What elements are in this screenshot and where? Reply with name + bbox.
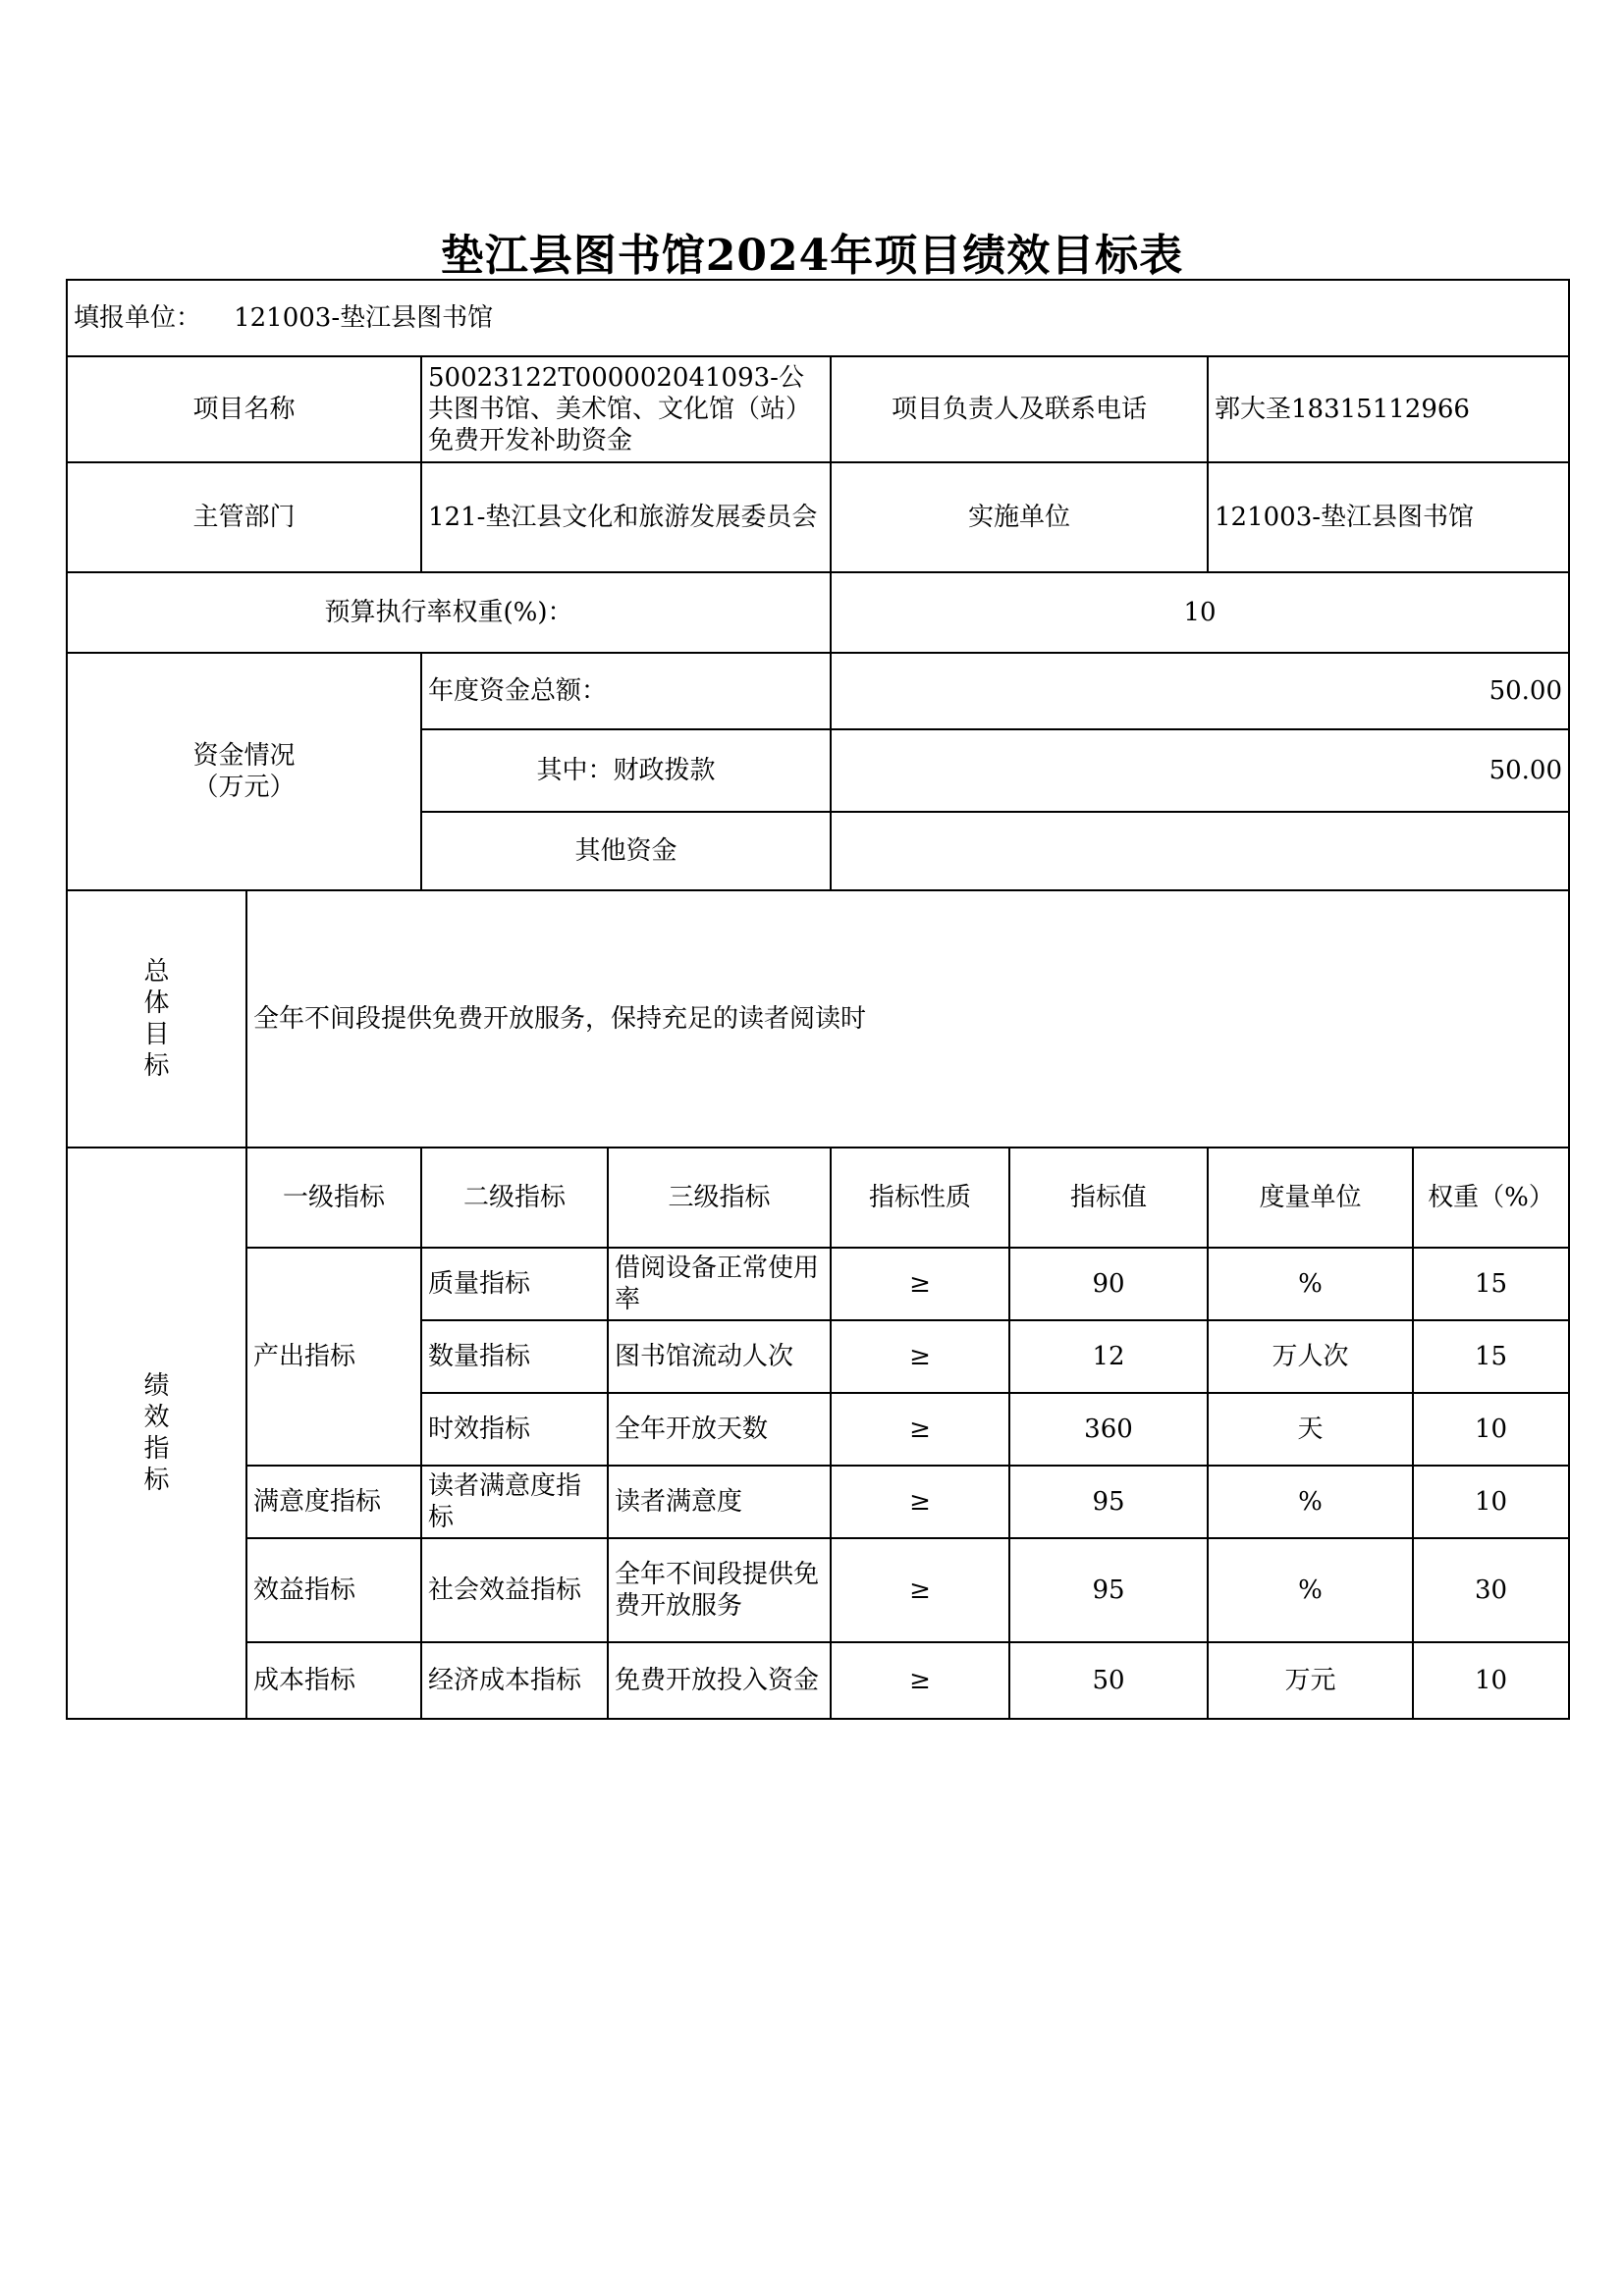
funds-other-label: 其他资金 — [421, 812, 831, 890]
department-label: 主管部门 — [67, 462, 421, 572]
row-level3: 图书馆流动人次 — [608, 1320, 831, 1393]
filing-unit-label: 填报单位： — [74, 303, 202, 333]
project-contact-label: 项目负责人及联系电话 — [831, 356, 1208, 462]
impl-unit-value: 121003-垫江县图书馆 — [1208, 462, 1569, 572]
group-cost: 成本指标 — [246, 1642, 421, 1719]
row-level3: 免费开放投入资金 — [608, 1642, 831, 1719]
department-value: 121-垫江县文化和旅游发展委员会 — [421, 462, 831, 572]
impl-unit-label: 实施单位 — [831, 462, 1208, 572]
row-unit: % — [1208, 1248, 1413, 1320]
row-value: 95 — [1009, 1538, 1208, 1642]
performance-label-char: 绩 — [143, 1371, 170, 1401]
row-level2: 质量指标 — [421, 1248, 608, 1320]
budget-rate-value: 10 — [831, 572, 1569, 653]
row-value: 50 — [1009, 1642, 1208, 1719]
row-level2: 经济成本指标 — [421, 1642, 608, 1719]
group-benefit: 效益指标 — [246, 1538, 421, 1642]
row-level2: 时效指标 — [421, 1393, 608, 1466]
header-level1: 一级指标 — [246, 1148, 421, 1248]
row-level2: 社会效益指标 — [421, 1538, 608, 1642]
funds-fiscal-value: 50.00 — [831, 729, 1569, 812]
goal-label-char: 总 — [143, 957, 170, 987]
funds-label-line2: （万元） — [192, 773, 296, 802]
performance-target-table — [66, 279, 1570, 1720]
filing-unit-value: 121003-垫江县图书馆 — [234, 303, 494, 333]
table-row — [67, 1642, 1569, 1719]
row-unit: 天 — [1208, 1393, 1413, 1466]
header-level3: 三级指标 — [608, 1148, 831, 1248]
row-weight: 10 — [1413, 1642, 1569, 1719]
row-nature: ≥ — [831, 1642, 1009, 1719]
row-level3: 借阅设备正常使用率 — [608, 1248, 831, 1320]
row-unit: 万元 — [1208, 1642, 1413, 1719]
funds-total-label: 年度资金总额： — [421, 653, 831, 729]
row-weight: 30 — [1413, 1538, 1569, 1642]
goal-label-char: 标 — [143, 1051, 170, 1081]
row-level2: 读者满意度指标 — [421, 1466, 608, 1538]
header-level2: 二级指标 — [421, 1148, 608, 1248]
row-value: 360 — [1009, 1393, 1208, 1466]
table-row — [67, 1466, 1569, 1538]
header-unit: 度量单位 — [1208, 1148, 1413, 1248]
goal-label-char: 体 — [143, 988, 170, 1018]
row-weight: 15 — [1413, 1248, 1569, 1320]
performance-label — [67, 1148, 246, 1719]
row-nature: ≥ — [831, 1538, 1009, 1642]
row-value: 90 — [1009, 1248, 1208, 1320]
table-row — [67, 1538, 1569, 1642]
row-value: 12 — [1009, 1320, 1208, 1393]
row-nature: ≥ — [831, 1320, 1009, 1393]
header-value: 指标值 — [1009, 1148, 1208, 1248]
row-level3: 读者满意度 — [608, 1466, 831, 1538]
project-name-value: 50023122T000002041093-公共图书馆、美术馆、文化馆（站）免费开发补助资金 — [421, 356, 831, 462]
row-level3: 全年开放天数 — [608, 1393, 831, 1466]
goal-label-char: 目 — [143, 1020, 170, 1049]
row-unit: 万人次 — [1208, 1320, 1413, 1393]
budget-rate-label: 预算执行率权重(%)： — [67, 572, 831, 653]
goal-label — [67, 890, 246, 1148]
funds-label-line1: 资金情况 — [192, 741, 296, 771]
project-contact-value: 郭大圣18315112966 — [1208, 356, 1569, 462]
row-weight: 10 — [1413, 1466, 1569, 1538]
row-nature: ≥ — [831, 1466, 1009, 1538]
funds-fiscal-label: 其中：财政拨款 — [421, 729, 831, 812]
header-nature: 指标性质 — [831, 1148, 1009, 1248]
row-weight: 15 — [1413, 1320, 1569, 1393]
row-nature: ≥ — [831, 1393, 1009, 1466]
performance-label-char: 标 — [143, 1466, 170, 1495]
goal-text: 全年不间段提供免费开放服务，保持充足的读者阅读时 — [246, 890, 1569, 1148]
funds-total-value: 50.00 — [831, 653, 1569, 729]
group-satisfaction: 满意度指标 — [246, 1466, 421, 1538]
row-weight: 10 — [1413, 1393, 1569, 1466]
row-level2: 数量指标 — [421, 1320, 608, 1393]
funds-label — [67, 653, 421, 890]
row-value: 95 — [1009, 1466, 1208, 1538]
funds-other-value — [831, 812, 1569, 890]
row-nature: ≥ — [831, 1248, 1009, 1320]
project-name-label: 项目名称 — [67, 356, 421, 462]
performance-label-char: 效 — [143, 1403, 170, 1432]
row-level3: 全年不间段提供免费开放服务 — [608, 1538, 831, 1642]
page-title: 垫江县图书馆2024年项目绩效目标表 — [440, 231, 1184, 281]
row-unit: % — [1208, 1466, 1413, 1538]
header-weight: 权重（%） — [1413, 1148, 1569, 1248]
group-output: 产出指标 — [246, 1248, 421, 1466]
table-row — [67, 1248, 1569, 1320]
row-unit: % — [1208, 1538, 1413, 1642]
filing-unit-row — [67, 280, 1569, 356]
performance-label-char: 指 — [143, 1434, 170, 1464]
